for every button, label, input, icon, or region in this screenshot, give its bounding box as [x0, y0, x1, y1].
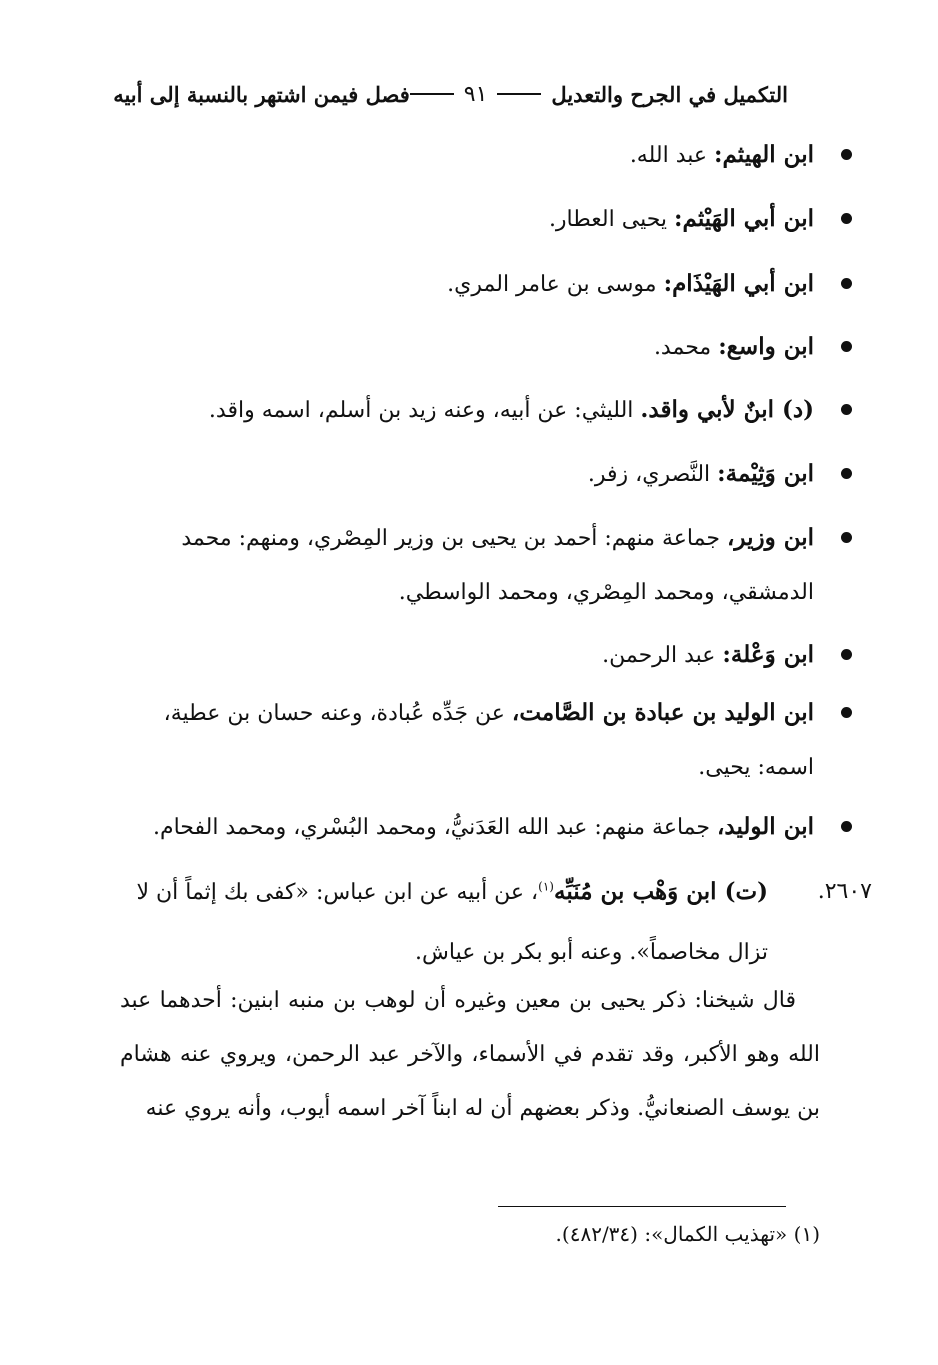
entry-name: ابن الهيثم:	[714, 141, 814, 168]
header-dash	[410, 93, 454, 95]
running-header	[113, 74, 788, 114]
paragraph-text: قال شيخنا: ذكر يحيى بن معين وغيره أن لوهب بن منبه ابنين: أحدهما عبد الله وهو الأكبر، وقد تقدم في الأسماء، والآخر عبد الرحمن، ويروي عنه هشام بن يوسف الصنعانيُّ. وذكر بعضهم أن له ابناً آخر اسمه أيوب، وأنه يروي عنه	[120, 988, 820, 1121]
section-title: فصل فيمن اشتهر بالنسبة إلى أبيه	[113, 81, 410, 107]
numbered-entry	[120, 862, 872, 983]
entry-name: ابن وَثِيْمة:	[717, 460, 814, 487]
list-item	[124, 383, 814, 438]
entry-text: جماعة منهم: أحمد بن يحيى بن وزير المِصْري، ومنهم: محمد الدمشقي، ومحمد المِصْري، ومحمد الواسطي.	[181, 526, 814, 605]
bullet-icon	[841, 468, 852, 479]
entry-text: النَّصري، زفر.	[587, 462, 718, 487]
footnote-divider	[498, 1206, 786, 1207]
list-item	[124, 128, 814, 183]
bullet-icon	[841, 341, 852, 352]
bullet-icon	[841, 213, 852, 224]
entry-text: الليثي: عن أبيه، وعنه زيد بن أسلم، اسمه واقد.	[208, 398, 641, 423]
entry-name: ابن وَعْلة:	[722, 641, 814, 668]
bullet-icon	[841, 707, 852, 718]
header-right-group	[410, 82, 788, 107]
list-item	[124, 511, 814, 620]
page-number: ٩١	[463, 81, 488, 107]
book-title: التكميل في الجرح والتعديل	[551, 81, 788, 107]
bullet-icon	[841, 821, 852, 832]
footnote: (١) «تهذيب الكمال»: (٤٨٢/٣٤).	[555, 1222, 820, 1246]
list-item	[124, 447, 814, 502]
entry-name: ابن أبي الهَيْثم:	[674, 205, 814, 232]
entry-text: يحيى العطار.	[548, 207, 675, 232]
entry-name: ابن الوليد،	[716, 813, 814, 840]
entry-text: عبد الرحمن.	[602, 643, 723, 668]
entry-text: عن جَدِّه عُبادة، وعنه حسان بن عطية، اسمه: يحيى.	[163, 701, 814, 780]
bullet-icon	[841, 532, 852, 543]
entry-text: ، عن أبيه عن ابن عباس: «كفى بك إثماً أن لا	[136, 880, 539, 905]
entry-text: عبد الله.	[629, 143, 714, 168]
bullet-icon	[841, 278, 852, 289]
entry-name: ابن الوليد بن عبادة بن الصَّامت،	[511, 699, 814, 726]
footnote-marker: (١)	[538, 879, 554, 894]
list-item	[124, 686, 814, 795]
entry-name: (ت) ابن وَهْب بن مُنَبِّه	[553, 878, 768, 905]
list-item	[124, 320, 814, 375]
entry-name: ابن واسع:	[718, 333, 814, 360]
list-item	[124, 800, 814, 855]
bullet-icon	[841, 404, 852, 415]
header-dash	[497, 93, 541, 95]
entry-text: محمد.	[653, 335, 719, 360]
bullet-icon	[841, 149, 852, 160]
entry-line-2: تزال مخاصماً». وعنه أبو بكر بن عياش.	[415, 940, 768, 965]
entry-text: موسى بن عامر المري.	[447, 272, 664, 297]
entry-line-1	[120, 862, 820, 923]
list-item	[124, 628, 814, 683]
bullet-icon	[841, 649, 852, 660]
list-item	[124, 192, 814, 247]
entry-number: ٢٦٠٧.	[817, 879, 872, 904]
entry-name: ابن أبي الهَيْذَام:	[663, 270, 814, 297]
entry-name: (د) ابنٌ لأبي واقد.	[640, 396, 814, 423]
body-paragraph	[120, 974, 820, 1136]
list-item	[124, 257, 814, 312]
entry-name: ابن وزير،	[726, 524, 814, 551]
entry-text: جماعة منهم: عبد الله العَدَنيُّ، ومحمد البُسْري، ومحمد الفحام.	[152, 815, 717, 840]
